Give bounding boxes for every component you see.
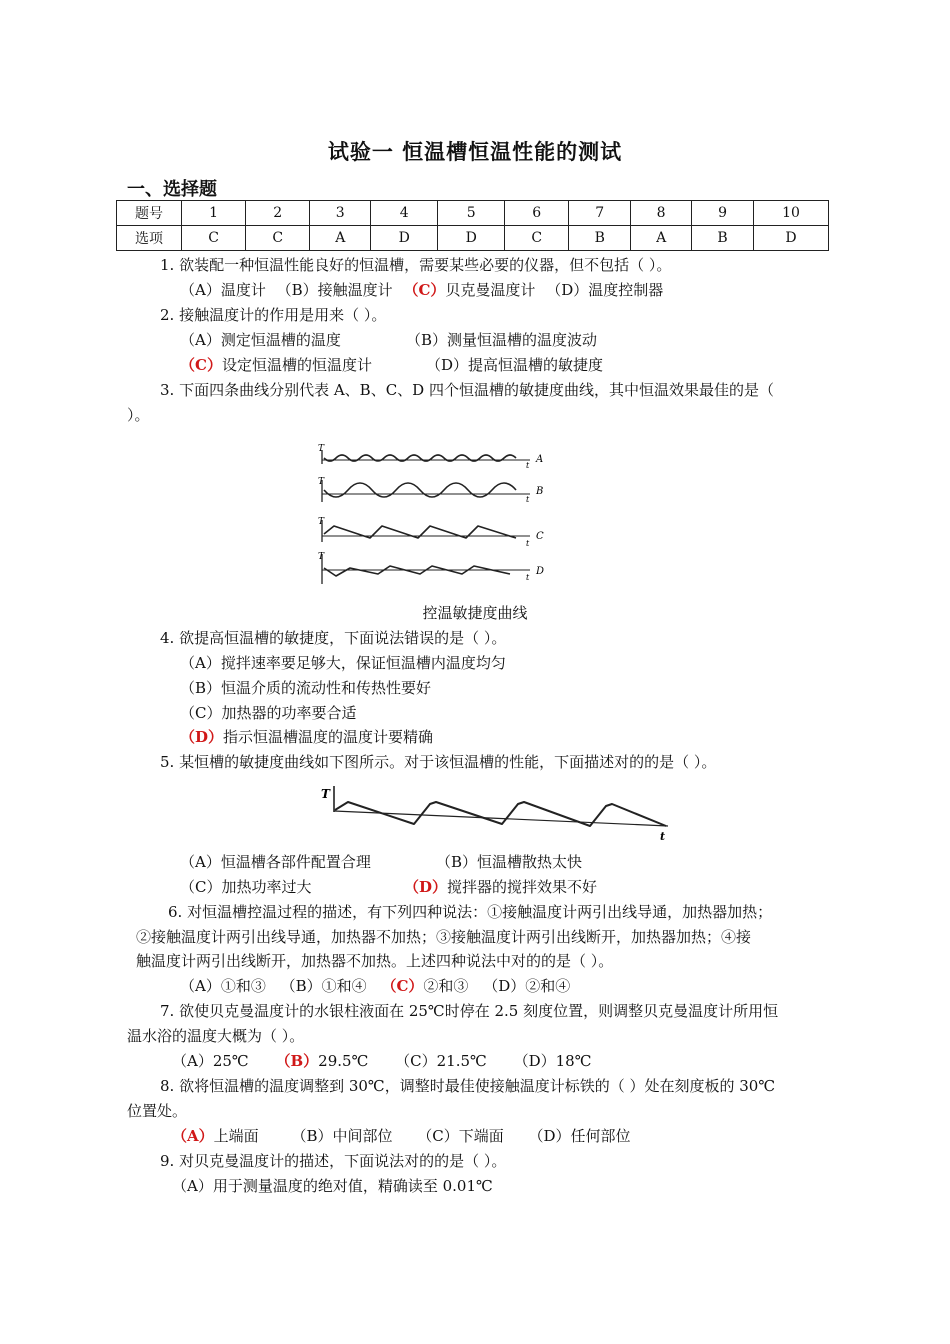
option-d: （D）任何部位 [528, 1127, 631, 1145]
table-cell: 1 [182, 201, 246, 226]
axis-x-label: t [526, 495, 530, 504]
sensitivity-curves-figure [310, 438, 560, 588]
option-d-text: 指示恒温槽温度的温度计要精确 [223, 728, 434, 746]
table-row [117, 226, 829, 251]
option-a: （A）搅拌速率要足够大，保证恒温槽内温度均匀 [180, 654, 506, 672]
question-4-stem: 4. 欲提高恒温槽的敏捷度，下面说法错误的是（ ）。 [160, 629, 507, 647]
table-cell: 9 [692, 201, 754, 226]
table-cell: C [246, 226, 310, 251]
axis-x-label: t [526, 461, 530, 470]
question-2-stem: 2. 接触温度计的作用是用来（ ）。 [160, 306, 387, 324]
question-2-option-c [180, 354, 372, 375]
table-cell: 7 [569, 201, 631, 226]
curve-label: D [536, 566, 545, 577]
table-cell: B [569, 226, 631, 251]
correct-option-marker: （C） [180, 356, 222, 374]
option-a: （A）①和③ [180, 977, 266, 995]
option-c: （C）加热功率过大 [180, 878, 312, 896]
option-d: （D）②和④ [483, 977, 571, 995]
question-6-stem-cont: ②接触温度计两引出线导通，加热器不加热；③接触温度计两引出线断开，加热器加热；④接 [136, 928, 752, 946]
sawtooth-curve-figure [318, 782, 678, 846]
table-cell: B [692, 226, 754, 251]
option-c: （C）加热器的功率要合适 [180, 704, 357, 722]
correct-option-marker: （A） [172, 1127, 214, 1145]
question-8-options [172, 1125, 631, 1146]
question-6-stem-cont: 触温度计两引出线断开，加热器不加热。上述四种说法中对的的是（ ）。 [136, 952, 614, 970]
curve-c [318, 517, 544, 548]
axis-t-label: T [318, 477, 325, 487]
question-8-stem: 8. 欲将恒温槽的温度调整到 30℃，调整时最佳使接触温度计标铁的（ ）处在刻度板的 30℃ [160, 1077, 776, 1095]
correct-option-marker: （C） [403, 281, 446, 299]
option-c-text: 设定恒温槽的恒温度计 [221, 356, 372, 374]
table-cell: C [505, 226, 569, 251]
table-cell: 8 [631, 201, 692, 226]
option-d: （D）提高恒温槽的敏捷度 [426, 356, 604, 374]
curve-a [318, 444, 543, 470]
axis-t-label: T [318, 517, 325, 527]
option-a: （A）恒温槽各部件配置合理 [180, 853, 371, 871]
correct-option-marker: （C） [381, 977, 424, 995]
curve-label: B [536, 486, 544, 497]
page-title: 试验一 恒温槽恒温性能的测试 [327, 140, 623, 164]
table-cell: A [310, 226, 371, 251]
axis-x-label: t [526, 573, 530, 582]
question-3-stem: 3. 下面四条曲线分别代表 A、B、C、D 四个恒温槽的敏捷度曲线，其中恒温效果最佳的是（ [160, 381, 774, 399]
axis-x-label: t [660, 830, 666, 843]
question-5-option-d [404, 876, 597, 897]
option-a-text: 上端面 [213, 1127, 259, 1145]
figure-caption: 控温敏捷度曲线 [422, 604, 528, 622]
correct-option-marker: （D） [180, 728, 224, 746]
table-cell: 2 [246, 201, 310, 226]
option-c-text: 贝克曼温度计 [445, 281, 536, 299]
table-cell: 3 [310, 201, 371, 226]
option-b: （B）接触温度计 [276, 281, 393, 299]
question-9-stem: 9. 对贝克曼温度计的描述，下面说法对的的是（ ）。 [160, 1152, 507, 1170]
option-d-text: 搅拌器的搅拌效果不好 [447, 878, 598, 896]
question-4-option-d [180, 726, 433, 747]
option-c: （C）21.5℃ [395, 1052, 487, 1070]
question-6-stem: 6. 对恒温槽控温过程的描述，有下列四种说法：①接触温度计两引出线导通，加热器加热； [168, 903, 773, 921]
question-6-options [180, 975, 570, 996]
answer-table [116, 200, 829, 251]
option-d: （D）18℃ [513, 1052, 592, 1070]
question-1-stem: 1. 欲装配一种恒温性能良好的恒温槽，需要某些必要的仪器，但不包括（ ）。 [160, 256, 672, 274]
table-cell: C [182, 226, 246, 251]
table-cell: A [631, 226, 692, 251]
curve-label: A [536, 454, 544, 465]
table-header-cell: 题号 [117, 201, 182, 226]
question-3-stem-cont: ）。 [127, 406, 150, 424]
correct-option-marker: （B） [275, 1052, 319, 1070]
curve-label: C [536, 531, 544, 542]
option-d: （D）温度控制器 [546, 281, 664, 299]
option-b: （B）中间部位 [291, 1127, 393, 1145]
correct-option-marker: （D） [404, 878, 448, 896]
option-b: （B）恒温槽散热太快 [436, 853, 583, 871]
curve-d [318, 552, 544, 584]
curve-b [318, 477, 543, 504]
axis-t-label: T [318, 552, 325, 562]
question-1-options [180, 279, 663, 300]
question-7-options [172, 1050, 591, 1071]
option-c: （C）下端面 [417, 1127, 504, 1145]
table-cell: 6 [505, 201, 569, 226]
axis-t-label: T [318, 444, 325, 454]
table-header-cell: 选项 [117, 226, 182, 251]
question-7-stem-cont: 温水浴的温度大概为（ ）。 [127, 1027, 305, 1045]
table-cell: 10 [754, 201, 829, 226]
option-a: （A）温度计 [180, 281, 266, 299]
section-heading: 一、选择题 [127, 179, 217, 200]
table-cell: D [754, 226, 829, 251]
option-a: （A）用于测量温度的绝对值，精确读至 0.01℃ [172, 1177, 493, 1195]
table-cell: 5 [438, 201, 505, 226]
table-row [117, 201, 829, 226]
option-b: （B）测量恒温槽的温度波动 [406, 331, 598, 349]
question-5-stem: 5. 某恒槽的敏捷度曲线如下图所示。对于该恒温槽的性能，下面描述对的的是（ ）。 [160, 753, 717, 771]
axis-t-label: T [321, 787, 330, 801]
option-a: （A）测定恒温槽的温度 [180, 331, 341, 349]
option-a: （A）25℃ [172, 1052, 249, 1070]
option-b: （B）①和④ [280, 977, 367, 995]
option-b-text: 29.5℃ [318, 1052, 369, 1070]
axis-x-label: t [526, 539, 530, 548]
option-b: （B）恒温介质的流动性和传热性要好 [180, 679, 432, 697]
table-cell: D [438, 226, 505, 251]
table-cell: D [371, 226, 438, 251]
question-8-stem-cont: 位置处。 [127, 1102, 188, 1120]
table-cell: 4 [371, 201, 438, 226]
option-c-text: ②和③ [423, 977, 469, 995]
question-7-stem: 7. 欲使贝克曼温度计的水银柱液面在 25℃时停在 2.5 刻度位置，则调整贝克曼温度计所用恒 [160, 1002, 779, 1020]
